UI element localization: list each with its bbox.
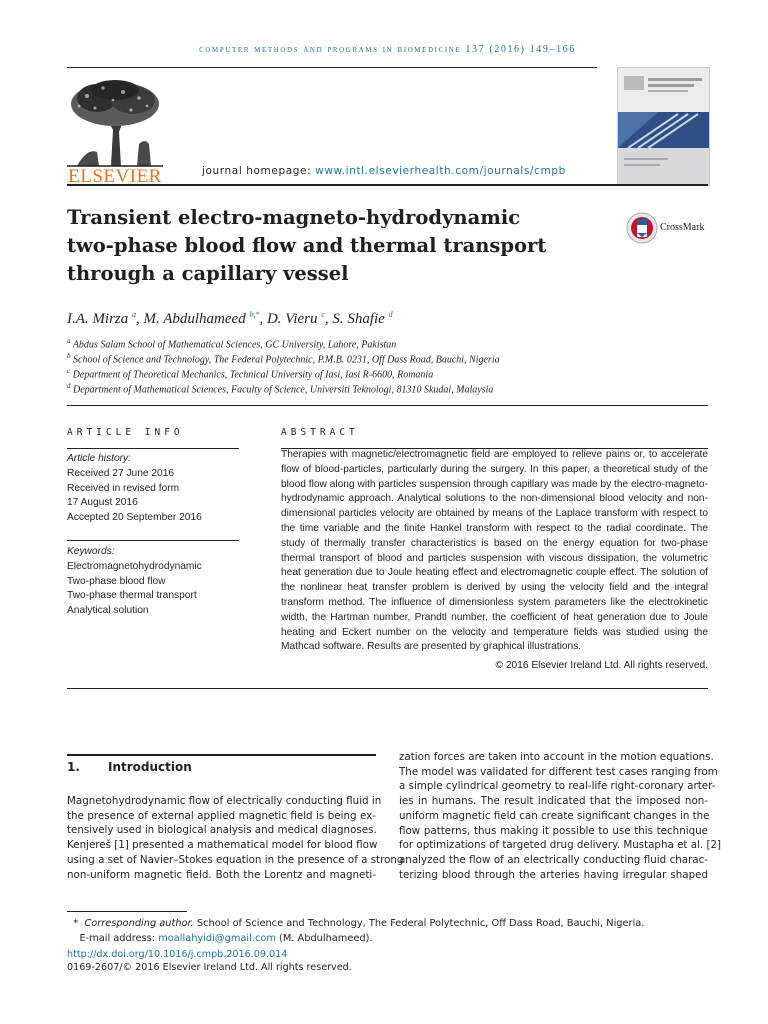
text-line: Kenjereš [1] presented a mathematical model for blood flow <box>67 839 378 852</box>
keyword: Electromagnetohydrodynamic <box>67 560 202 572</box>
text-line: flow patterns, thus making it possible to use this technique <box>399 824 708 837</box>
article-info-heading: ARTICLE INFO <box>67 427 184 438</box>
text-line: non-uniform magnetic field. Both the Lorentz and magneti- <box>67 868 376 881</box>
keywords-label: Keywords: <box>67 546 115 557</box>
crossmark-icon <box>626 212 658 244</box>
doi-link[interactable]: http://dx.doi.org/10.1016/j.cmpb.2016.09.014 <box>67 949 288 960</box>
affiliation-mark: d <box>67 382 71 390</box>
intro-rule <box>67 754 376 756</box>
author-separator: , <box>324 311 333 327</box>
abstract-heading: ABSTRACT <box>281 427 359 438</box>
affiliation-text: Department of Mathematical Sciences, Faculty of Science, Universiti Teknologi, 81310 Skudai, Malaysia <box>73 384 494 396</box>
text-line: Magnetohydrodynamic flow of electrically conducting fluid in <box>67 795 382 807</box>
text-line: The model was validated for different test cases ranging from <box>399 765 718 778</box>
history-label: Article history: <box>67 453 131 464</box>
email-link[interactable]: moallahyidi@gmail.com <box>158 932 276 944</box>
homepage-label: journal homepage: <box>202 165 316 177</box>
email-line <box>67 932 644 947</box>
author-name: S. Shafie <box>332 311 385 327</box>
crossmark-label: CrossMark <box>660 222 705 233</box>
keyword: Analytical solution <box>67 605 149 617</box>
intro-right-column <box>399 750 722 882</box>
article-title <box>67 204 587 288</box>
text-line: analyzed the flow of an electrically conducting fluid charac- <box>399 853 708 866</box>
doi-block <box>67 948 352 974</box>
header-rule <box>67 67 597 68</box>
author-name: I.A. Mirza <box>67 311 129 327</box>
journal-citation: computer methods and programs in biomedicine 137 (2016) 149–166 <box>199 44 576 55</box>
journal-homepage <box>202 165 566 177</box>
affiliation-text: School of Science and Technology, The Federal Polytechnic, P.M.B. 0231, Off Dass Road, Bauchi, Nigeria <box>73 354 500 366</box>
issn-line: 0169-2607/© 2016 Elsevier Ireland Ltd. All rights reserved. <box>67 962 352 973</box>
corresponding-line <box>67 917 644 932</box>
affiliation <box>67 382 493 395</box>
article-history <box>67 452 237 526</box>
text-line: a simple cylindrical geometry to real-life right-coronary arter- <box>399 780 716 793</box>
author-affiliation-mark: d <box>388 310 393 319</box>
history-item: Received 27 June 2016 <box>67 467 175 479</box>
title-line: through a capillary vessel <box>67 262 349 285</box>
article-info-rule <box>67 448 239 449</box>
keyword: Two-phase blood flow <box>67 575 166 587</box>
section-heading <box>67 760 192 774</box>
affiliation-text: Department of Theoretical Mechanics, Technical University of Iasi, Iasi R-6600, Romania <box>72 369 434 381</box>
text-line: ies in humans. The result indicated that the imposed non- <box>399 795 708 808</box>
affiliation-text: Abdus Salam School of Mathematical Sciences, GC University, Lahore, Pakistan <box>72 339 397 351</box>
text-line: using a set of Navier–Stokes equation in the presence of a strong <box>67 853 404 866</box>
affiliation-mark: b <box>67 352 71 360</box>
corresponding-text: School of Science and Technology, The Federal Polytechnic, Off Dass Road, Bauchi, Nigeria. <box>193 918 645 929</box>
history-item: Accepted 20 September 2016 <box>67 512 202 524</box>
affiliation-mark: c <box>67 367 71 375</box>
author-separator: , <box>136 311 144 327</box>
text-line: zation forces are taken into account in the motion equations. <box>399 751 714 763</box>
journal-cover-thumbnail <box>617 67 710 186</box>
email-suffix: (M. Abdulhameed). <box>275 932 373 944</box>
corresponding-label: Corresponding author. <box>84 918 194 929</box>
title-line: Transient electro-magneto-hydrodynamic <box>67 206 521 229</box>
history-item: Received in revised form <box>67 482 180 494</box>
abstract-text: Therapies with magnetic/electromagnetic field are employed to relieve pains or, to accelerate flow of blood-particles, particularly during the surgery. In this paper, a theoretical study of the blood flow along with particles suspension through capillary was made by the electro-magneto-hydrodynamic approach. Analytical solutions to the non-dimensional blood velocity and non-dimensional particles velocity are obtained by means of the Laplace transform with respect to the time variable and the finite Hankel transform with respect to the radial coordinate. The study of thermally transfer characteristics is based on the energy equation for two-phase thermal transport of blood and particles suspension with viscous dissipation, the volumetric heat generation due to Joule heating effect and electromagnetic couple effect. The solution of the nonlinear heat transfer problem is derived by using the velocity field and the integral transform method. The influence of dimensionless system parameters like the electrokinetic width, the Hartman number, Prandtl number, the coefficient of heat generation due to Joule heating and Eckert number on the velocity and temperature fields was studied using the Mathcad software. Results are presented by graphical illustrations. <box>281 449 708 653</box>
author-affiliation-mark: a <box>132 310 136 319</box>
affiliation-mark: a <box>67 337 71 345</box>
affiliation <box>67 337 396 350</box>
section-number: 1. <box>67 760 80 774</box>
author-affiliation-mark: c <box>321 310 325 319</box>
corresponding-mark: * <box>73 918 79 929</box>
section-title: Introduction <box>108 760 192 774</box>
author-name: D. Vieru <box>266 311 318 327</box>
affiliation <box>67 367 433 380</box>
title-line: two-phase blood flow and thermal transport <box>67 234 547 257</box>
text-line: for optimizations of targeted drug delivery. Mustapha et al. [2] <box>399 839 722 852</box>
homepage-rule <box>67 184 708 186</box>
homepage-link[interactable]: www.intl.elsevierhealth.com/journals/cmpb <box>315 165 566 177</box>
keywords <box>67 545 237 619</box>
affiliation <box>67 352 500 365</box>
author-separator: , <box>259 311 267 327</box>
author-list <box>67 310 393 328</box>
email-label: E-mail address: <box>79 932 159 944</box>
crossmark-badge[interactable] <box>626 212 716 246</box>
intro-left-column <box>67 794 404 882</box>
abstract-copyright: © 2016 Elsevier Ireland Ltd. All rights reserved. <box>495 660 708 671</box>
abstract-end-rule <box>67 688 708 689</box>
author-affiliation-mark: b,* <box>249 310 260 319</box>
corresponding-author-footnote <box>67 917 644 946</box>
author-name: M. Abdulhameed <box>143 311 246 327</box>
text-line: the presence of external applied magnetic field is being ex- <box>67 809 376 822</box>
elsevier-wordmark: ELSEVIER <box>68 166 162 187</box>
footnote-rule <box>67 911 187 912</box>
text-line: uniform magnetic field can create significant changes in the <box>399 809 710 822</box>
keywords-rule <box>67 540 239 541</box>
text-line: terizing blood through the arteries having irregular shaped <box>399 868 708 881</box>
text-line: tensively used in biological analysis and medical diagnoses. <box>67 824 377 837</box>
affiliation-rule <box>67 405 708 406</box>
history-item: 17 August 2016 <box>67 497 138 509</box>
keyword: Two-phase thermal transport <box>67 590 197 602</box>
